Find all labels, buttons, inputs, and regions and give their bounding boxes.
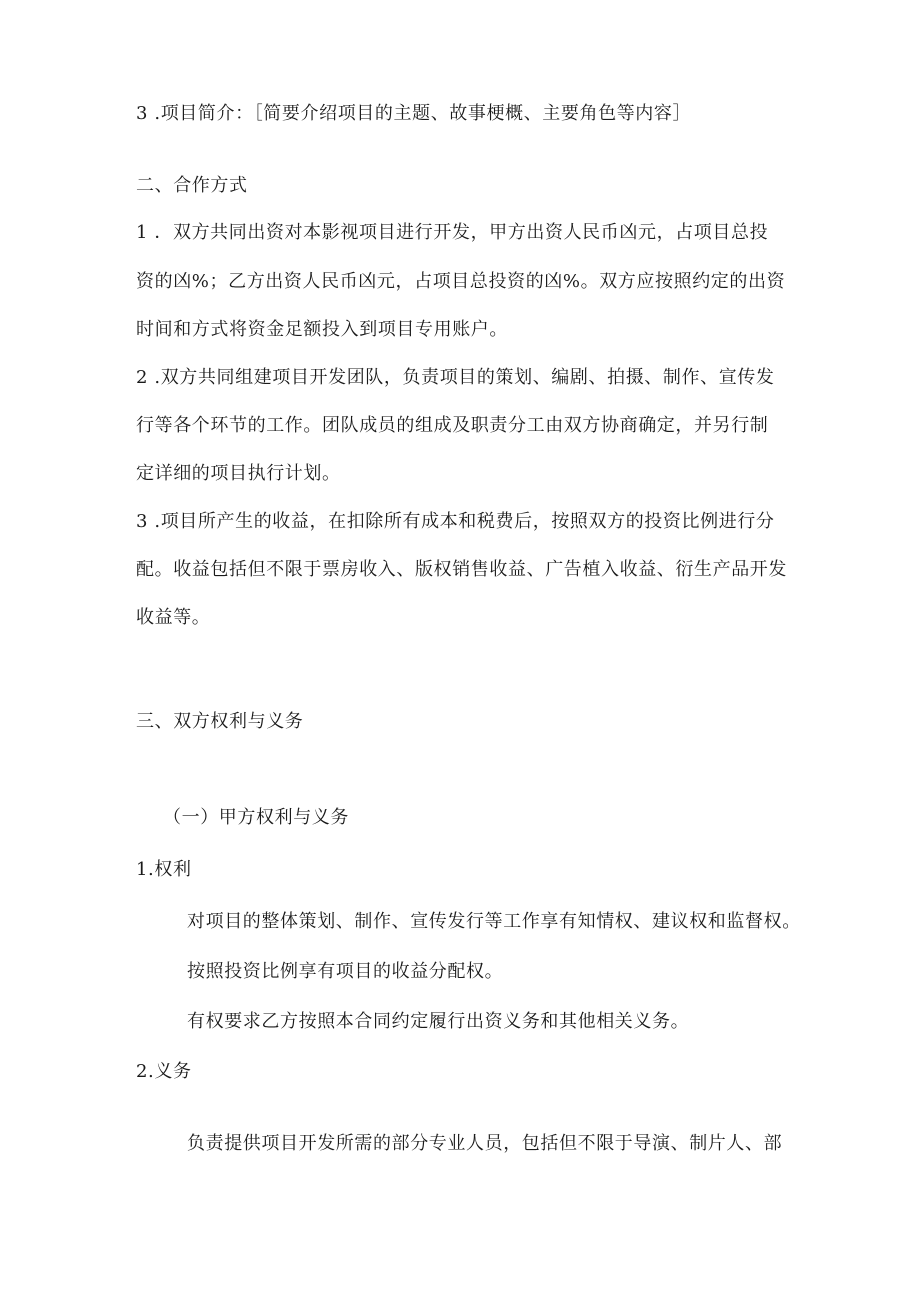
paragraph-line: 收益等。 — [136, 607, 211, 628]
paragraph-line: 定详细的项目执行计划。 — [136, 463, 341, 484]
paragraph-line: 配。收益包括但不限于票房收入、版权销售收益、广告植入收益、衍生产品开发 — [136, 559, 787, 580]
paragraph-line: 资的凶%；乙方出资人民币凶元，占项目总投资的凶%。双方应按照约定的出资 — [136, 271, 786, 292]
section-heading-rights: 三、双方权利与义务 — [136, 711, 304, 732]
paragraph-line: 时间和方式将资金足额投入到项目专用账户。 — [136, 319, 508, 340]
section-heading-cooperation: 二、合作方式 — [136, 175, 248, 196]
paragraph-line: 3 .项目所产生的收益，在扣除所有成本和税费后，按照双方的投资比例进行分 — [136, 511, 775, 532]
rights-item: 按照投资比例享有项目的收益分配权。 — [187, 961, 504, 982]
obligations-heading: 2.义务 — [136, 1061, 192, 1082]
rights-item: 对项目的整体策划、制作、宣传发行等工作享有知情权、建议权和监督权。 — [187, 911, 801, 932]
rights-item: 有权要求乙方按照本合同约定履行出资义务和其他相关义务。 — [187, 1011, 690, 1032]
paragraph-line: 行等各个环节的工作。团队成员的组成及职责分工由双方协商确定，并另行制 — [136, 415, 769, 436]
obligations-item: 负责提供项目开发所需的部分专业人员，包括但不限于导演、制片人、部 — [187, 1133, 783, 1154]
project-intro-line: 3 .项目简介：［简要介绍项目的主题、故事梗概、主要角色等内容］ — [136, 103, 692, 124]
subsection-heading-party-a: （一）甲方权利与义务 — [163, 807, 349, 828]
rights-heading: 1.权利 — [136, 859, 192, 880]
paragraph-line: 1 ．双方共同出资对本影视项目进行开发，甲方出资人民币凶元，占项目总投 — [136, 222, 769, 243]
paragraph-line: 2 .双方共同组建项目开发团队，负责项目的策划、编剧、拍摄、制作、宣传发 — [136, 367, 775, 388]
